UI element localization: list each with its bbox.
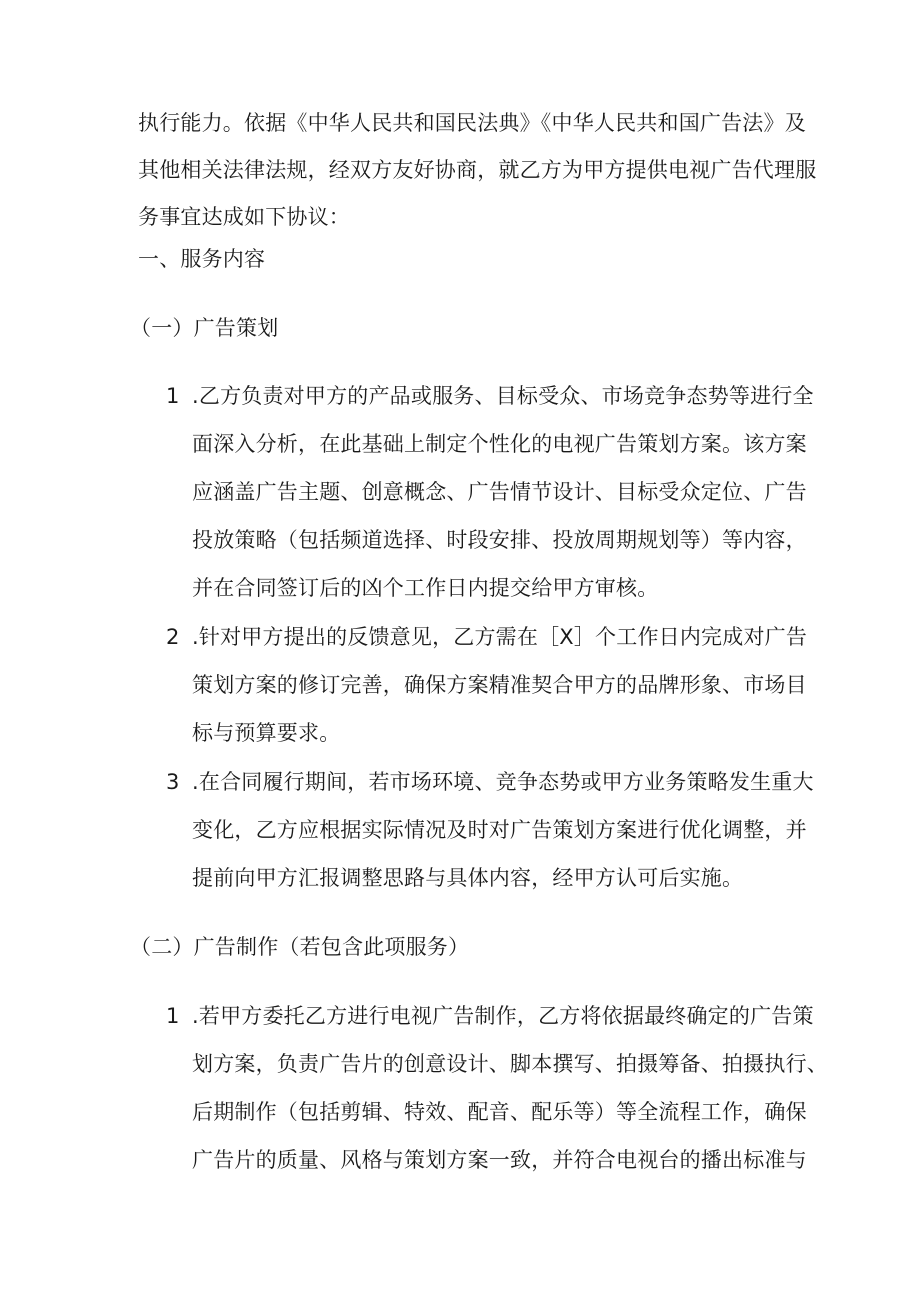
item-1-line-5: 并在合同签订后的凶个工作日内提交给甲方审核。 [192,576,659,600]
item-3-line-2: 变化，乙方应根据实际情况及时对广告策划方案进行优化调整，并 [192,818,807,842]
sub2-item-1-line-1: .若甲方委托乙方进行电视广告制作，乙方将依据最终确定的广告策 [192,1004,814,1028]
sub2-item-1-number: 1 [166,1004,180,1028]
item-2-line-1: .针对甲方提出的反馈意见，乙方需在［X］个工作日内完成对广告 [192,625,808,649]
item-1-line-2: 面深入分析，在此基础上制定个性化的电视广告策划方案。该方案 [192,432,807,456]
subsection-2-title: （二）广告制作（若包含此项服务） [130,935,470,959]
subsection-1-title: （一）广告策划 [130,316,279,340]
item-2-line-3: 标与预算要求。 [192,721,341,745]
item-2-number: 2 [166,625,180,649]
intro-line-2: 其他相关法律法规，经双方友好协商，就乙方为甲方提供电视广告代理服 [138,158,817,182]
item-1-line-4: 投放策略（包括频道选择、时段安排、投放周期规划等）等内容， [192,528,807,552]
intro-line-3: 务事宜达成如下协议： [138,205,350,229]
item-1-line-3: 应涵盖广告主题、创意概念、广告情节设计、目标受众定位、广告 [192,480,807,504]
intro-line-1: 执行能力。依据《中华人民共和国民法典》《中华人民共和国广告法》及 [138,111,806,135]
item-3-line-3: 提前向甲方汇报调整思路与具体内容，经甲方认可后实施。 [192,866,744,890]
item-3-number: 3 [166,770,180,794]
item-3-line-1: .在合同履行期间，若市场环境、竞争态势或甲方业务策略发生重大 [192,770,814,794]
item-1-number: 1 [166,384,180,408]
item-2-line-2: 策划方案的修订完善，确保方案精准契合甲方的品牌形象、市场目 [192,673,807,697]
section-title: 一、服务内容 [138,247,266,271]
sub2-item-1-line-4: 广告片的质量、风格与策划方案一致，并符合电视台的播出标准与 [192,1148,807,1172]
sub2-item-1-line-3: 后期制作（包括剪辑、特效、配音、配乐等）等全流程工作，确保 [192,1100,807,1124]
item-1-line-1: .乙方负责对甲方的产品或服务、目标受众、市场竞争态势等进行全 [192,384,814,408]
sub2-item-1-line-2: 划方案，负责广告片的创意设计、脚本撰写、拍摄筹备、拍摄执行、 [192,1052,828,1076]
